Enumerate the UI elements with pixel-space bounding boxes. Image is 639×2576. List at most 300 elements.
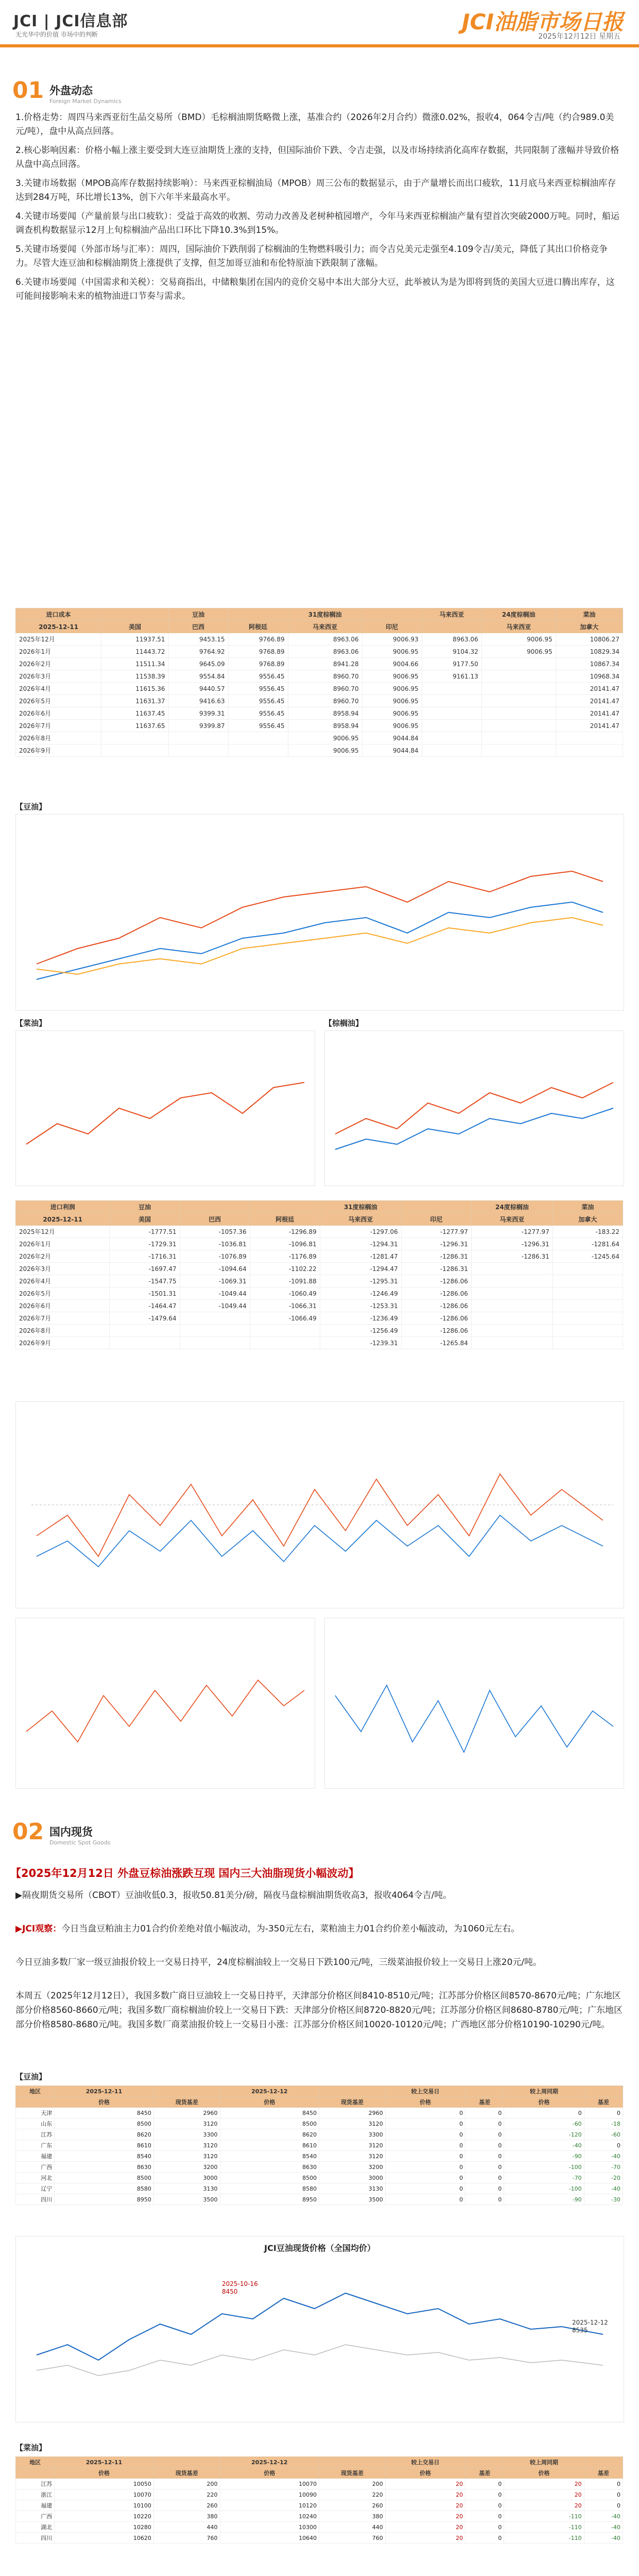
soy-cost-chart-svg [16, 815, 624, 1010]
table-subheader-cell: 加拿大 [556, 621, 623, 633]
table-cell: -100 [504, 2183, 584, 2194]
table-cell: 0 [465, 2489, 504, 2500]
news-item: 5.关键市场要闻（外部市场与汇率）：周四，国际油价下跌削弱了棕榈油的生物燃料吸引力；而令吉兑美元走强至4.109令吉/美元，降低了其出口价格竞争力。尽管大连豆油和棕榈油期货上涨提供了支撑，但芝加哥豆油和布伦特原油下跌限制了涨幅。 [15, 244, 608, 268]
table-subheader-cell: 价格 [504, 2468, 584, 2479]
table-cell: -1716.31 [110, 1250, 180, 1263]
table-cell: 8580 [220, 2183, 319, 2194]
table-cell: 福建 [16, 2151, 55, 2162]
table-cell: 9006.95 [362, 695, 422, 707]
palm-profit-line [335, 1685, 613, 1752]
table-cell: -1066.31 [250, 1300, 320, 1312]
table-subheader-cell: 阿根廷 [228, 621, 288, 633]
table-cell: 江苏 [16, 2479, 55, 2489]
table-header-cell [101, 608, 168, 621]
table-cell: 220 [319, 2489, 386, 2500]
table-cell: 10968.34 [556, 670, 623, 683]
table-cell: 20 [385, 2489, 465, 2500]
table-cell: 0 [385, 2108, 465, 2119]
table-cell: 四川 [16, 2533, 55, 2544]
table-cell: 江苏 [16, 2129, 55, 2140]
table-header-cell [465, 2086, 504, 2097]
palm-profit-chart-svg [325, 1618, 624, 1788]
table-cell [250, 1337, 320, 1349]
table-header-cell [319, 2457, 386, 2468]
brand-logo: JCI | JCI信息部 [13, 12, 128, 30]
jci-observe-para [15, 1922, 623, 1936]
table-cell [228, 732, 288, 744]
table-cell: 8610 [55, 2140, 154, 2151]
table-cell: -1286.06 [401, 1325, 471, 1337]
table-cell: 8610 [220, 2140, 319, 2151]
rapeseed-cost-line [26, 1082, 304, 1144]
table-cell: -60 [584, 2129, 623, 2140]
table-cell: 20141.47 [556, 683, 623, 695]
table-cell: 8540 [55, 2151, 154, 2162]
table-cell [471, 1325, 552, 1337]
table-cell: 8450 [55, 2108, 154, 2119]
table-cell: 9554.84 [168, 670, 228, 683]
table-row [16, 1263, 623, 1275]
table-cell: -40 [504, 2140, 584, 2151]
table-cell [471, 1337, 552, 1349]
table-subheader-cell: 美国 [110, 1213, 180, 1226]
table-cell: 11637.65 [101, 720, 168, 732]
table-cell: 8958.94 [288, 707, 362, 720]
table-cell: 10640 [220, 2533, 319, 2544]
table-header-cell [584, 2086, 623, 2097]
table-cell: 9006.95 [362, 646, 422, 658]
table-cell: 8958.94 [288, 720, 362, 732]
table-cell: -40 [584, 2522, 623, 2533]
table-header-cell: 2025-12-12 [220, 2086, 319, 2097]
table-cell: 0 [465, 2119, 504, 2129]
table-subheader-cell: 马来西亚 [481, 621, 556, 633]
table-cell: 11937.51 [101, 633, 168, 646]
table-subheader-cell: 巴西 [168, 621, 228, 633]
soy-price-chart [15, 2236, 624, 2422]
table-cell: 9006.95 [362, 683, 422, 695]
table-cell: 0 [385, 2183, 465, 2194]
news-item: 6.关键市场要闻（中国需求和关税）：交易商指出，中储粮集团在国内的竞价交易中本出大部分大豆，此举被认为是为即将到货的美国大豆进口腾出库存，这可能间接影响未来的植物油进口节奏与需求。 [15, 277, 615, 301]
table-cell: 2026年5月 [16, 1287, 110, 1300]
table-row [16, 658, 623, 670]
table-cell: 9768.89 [228, 646, 288, 658]
table-cell: 380 [319, 2511, 386, 2522]
table-cell: 9177.50 [422, 658, 481, 670]
table-row [16, 1325, 623, 1337]
table-cell: -1176.89 [250, 1250, 320, 1263]
header-divider [0, 44, 639, 47]
table-cell: 0 [385, 2173, 465, 2183]
table-cell: 8620 [55, 2129, 154, 2140]
table-header-cell: 豆油 [110, 1201, 180, 1213]
soy-price-line-ly [37, 2345, 603, 2376]
table-cell: 9104.32 [422, 646, 481, 658]
table-header-cell [153, 2457, 220, 2468]
table-cell: 2026年1月 [16, 646, 101, 658]
palm-cost-line-2 [335, 1108, 613, 1149]
table-cell: 0 [465, 2533, 504, 2544]
chart-label-palm: 【棕榈油】 [324, 1019, 364, 1028]
table-subheader-cell: 马来西亚 [288, 621, 362, 633]
table-subheader-cell: 基差 [584, 2468, 623, 2479]
table-row [16, 2479, 623, 2489]
table-cell: 8941.28 [288, 658, 362, 670]
table-cell [422, 683, 481, 695]
table-cell: 11631.37 [101, 695, 168, 707]
table-subheader-cell: 基差 [584, 2097, 623, 2108]
table-cell [471, 1275, 552, 1287]
table-row [16, 2129, 623, 2140]
table-subheader-cell: 现货基差 [319, 2097, 386, 2108]
table-row [16, 2194, 623, 2205]
table-cell: 3130 [319, 2183, 386, 2194]
jci-observe-label: ▶JCI观察： [15, 1924, 62, 1934]
table-cell: 浙江 [16, 2489, 55, 2500]
table-cell: 0 [385, 2119, 465, 2129]
table-cell: -1286.31 [401, 1263, 471, 1275]
table-cell: 8500 [220, 2119, 319, 2129]
table-cell: 8950 [220, 2194, 319, 2205]
table-header-cell: 较上交易日 [385, 2086, 465, 2097]
soy-price-chart-title: JCI豆油现货价格（全国均价） [264, 2243, 375, 2253]
table-cell: 福建 [16, 2500, 55, 2511]
table-cell: -1069.31 [180, 1275, 250, 1287]
table-cell: 9556.45 [228, 683, 288, 695]
table-cell: 9416.63 [168, 695, 228, 707]
table-cell [422, 695, 481, 707]
page-header [0, 0, 639, 44]
table-cell [481, 695, 556, 707]
table-cell: 8620 [220, 2129, 319, 2140]
table-cell: -60 [504, 2119, 584, 2129]
table-cell: 2026年4月 [16, 1275, 110, 1287]
table-cell [481, 670, 556, 683]
table-cell: 天津 [16, 2108, 55, 2119]
section2-title: 国内现货 [49, 1826, 93, 1838]
table-cell: -1296.31 [471, 1238, 552, 1250]
table-header-cell [584, 2457, 623, 2468]
table-cell: -1277.97 [471, 1226, 552, 1238]
table-row [16, 1337, 623, 1349]
table-cell: 3000 [153, 2173, 220, 2183]
table-cell: -1464.47 [110, 1300, 180, 1312]
table-cell: 2026年1月 [16, 1238, 110, 1250]
table-cell: 0 [385, 2140, 465, 2151]
soy-profit-chart [15, 1401, 624, 1608]
table-cell [552, 1325, 623, 1337]
table-cell: 3500 [153, 2194, 220, 2205]
table-cell: 10280 [55, 2522, 154, 2533]
table-cell: 11511.34 [101, 658, 168, 670]
table-cell: 2026年7月 [16, 720, 101, 732]
table-cell: -1091.88 [250, 1275, 320, 1287]
table-cell: -1102.22 [250, 1263, 320, 1275]
today-quote-para: 今日豆油多数厂家一级豆油报价较上一交易日持平，24度棕榈油较上一交易日下跌100元/吨，三级菜油报价较上一交易日上涨20元/吨。 [15, 1957, 542, 1968]
table-cell: -1049.44 [180, 1287, 250, 1300]
table-subheader-cell: 现货基差 [319, 2468, 386, 2479]
table-cell: -1239.31 [320, 1337, 401, 1349]
table-cell: -1096.81 [250, 1238, 320, 1250]
table-header-cell: 进口利润 [16, 1201, 110, 1213]
table-cell: 四川 [16, 2194, 55, 2205]
table-header-cell [319, 2086, 386, 2097]
table-cell: -110 [504, 2522, 584, 2533]
table-cell: 0 [584, 2489, 623, 2500]
table-cell: 9556.45 [228, 720, 288, 732]
table-cell: -1076.89 [180, 1250, 250, 1263]
palm-cost-chart-svg [325, 1031, 624, 1185]
table-cell: 0 [385, 2162, 465, 2173]
table-cell: 2025年12月 [16, 1226, 110, 1238]
table-cell [110, 1337, 180, 1349]
table-row [16, 1226, 623, 1238]
table-header-cell: 31度棕榈油 [288, 608, 362, 621]
table-cell: 20141.47 [556, 720, 623, 732]
soy-cost-chart [15, 814, 624, 1011]
rapeseed-spot-table [15, 2456, 623, 2544]
table-cell: 河北 [16, 2173, 55, 2183]
table-cell [481, 744, 556, 757]
table-header-cell: 豆油 [168, 608, 228, 621]
table-row [16, 744, 623, 757]
soy-cost-line-1 [37, 871, 603, 964]
table-cell: 440 [319, 2522, 386, 2533]
table-header-cell [362, 608, 422, 621]
table-cell: -120 [504, 2129, 584, 2140]
table-header-cell: 2025-12-11 [55, 2086, 154, 2097]
table-cell: -183.22 [552, 1226, 623, 1238]
table-cell: -90 [504, 2194, 584, 2205]
table-subheader-cell: 现货基差 [153, 2097, 220, 2108]
table-cell: -1294.47 [320, 1263, 401, 1275]
table-cell: 11443.72 [101, 646, 168, 658]
table-cell: 0 [465, 2522, 504, 2533]
table-row [16, 1312, 623, 1325]
table-cell: 3130 [153, 2183, 220, 2194]
news-item: 4.关键市场要闻（产量前景与出口疲软）：受益于高效的收割、劳动力改善及老树种植园增产，今年马来西亚棕榈油产量有望首次突破2000万吨。同时，船运调查机构数据显示12月上旬棕榈油产品出口环比下降10.3%到15%。 [15, 211, 619, 235]
table-cell: 9004.66 [362, 658, 422, 670]
table-subheader-cell [422, 621, 481, 633]
table-row [16, 2183, 623, 2194]
table-cell: 2026年7月 [16, 1312, 110, 1325]
table-cell [481, 707, 556, 720]
table-row [16, 1275, 623, 1287]
table-cell: 8450 [220, 2108, 319, 2119]
table-cell: 0 [584, 2479, 623, 2489]
table-cell: 10120 [220, 2500, 319, 2511]
table-row [16, 2140, 623, 2151]
table-subheader-cell [16, 2097, 55, 2108]
table-cell [481, 683, 556, 695]
table-cell: -40 [584, 2183, 623, 2194]
table-cell: 0 [465, 2194, 504, 2205]
table-row [16, 2162, 623, 2173]
table-cell: 8960.70 [288, 695, 362, 707]
table-cell: 9764.92 [168, 646, 228, 658]
table-cell [552, 1287, 623, 1300]
table-header-cell: 进口成本 [16, 608, 101, 621]
table-cell: 20141.47 [556, 695, 623, 707]
table-cell: 10070 [220, 2479, 319, 2489]
table-cell: 2026年9月 [16, 744, 101, 757]
table-cell: 0 [465, 2162, 504, 2173]
table-cell: 3120 [319, 2119, 386, 2129]
table-cell: 11615.36 [101, 683, 168, 695]
table-row [16, 633, 623, 646]
table-cell: 8500 [55, 2173, 154, 2183]
table-row [16, 2489, 623, 2500]
jci-observe-text: 今日当盘豆粕油主力01合约价差绝对值小幅波动，为-350元左右，菜粕油主力01合约价差小幅波动，为1060元左右。 [61, 1924, 520, 1934]
table-cell: -1501.31 [110, 1287, 180, 1300]
rapeseed-cost-chart-svg [16, 1031, 315, 1185]
soy-hl-value: 8450 [222, 2288, 238, 2295]
table-cell: -1296.31 [401, 1238, 471, 1250]
table-cell: 20 [385, 2500, 465, 2511]
table-cell [180, 1337, 250, 1349]
table-cell: 260 [153, 2500, 220, 2511]
table-cell: 2026年8月 [16, 1325, 110, 1337]
table-subheader-cell: 巴西 [180, 1213, 250, 1226]
soy-end-date: 2025-12-12 [572, 2319, 608, 2326]
table-subheader-cell: 现货基差 [153, 2468, 220, 2479]
table-cell [168, 744, 228, 757]
rapeseed-profit-chart [15, 1618, 315, 1789]
table-cell: 9645.09 [168, 658, 228, 670]
table-cell: -40 [584, 2511, 623, 2522]
table-cell: 2025年12月 [16, 633, 101, 646]
table-cell: 3120 [319, 2140, 386, 2151]
table-subheader-cell: 价格 [220, 2097, 319, 2108]
brand-slogan: 无光华中的价值 市场中的判断 [15, 31, 98, 38]
table-cell: 440 [153, 2522, 220, 2533]
table-subheader-cell: 2025-12-11 [16, 1213, 110, 1226]
table-cell: 8960.70 [288, 683, 362, 695]
table-cell: 3500 [319, 2194, 386, 2205]
section1-number: 01 [12, 77, 44, 104]
table-cell: -20 [584, 2173, 623, 2183]
table-cell: 3120 [153, 2119, 220, 2129]
table-header-cell [250, 1201, 320, 1213]
table-cell: -1265.84 [401, 1337, 471, 1349]
soy-price-line [37, 2293, 603, 2360]
table-cell [481, 720, 556, 732]
table-cell: -40 [584, 2533, 623, 2544]
soy-profit-line-2 [37, 1515, 603, 1567]
table-cell: 20 [385, 2511, 465, 2522]
table-cell: 20 [385, 2533, 465, 2544]
table-row [16, 1300, 623, 1312]
table-header-cell: 31度棕榈油 [320, 1201, 401, 1213]
table-cell: -1049.44 [180, 1300, 250, 1312]
table-row [16, 683, 623, 695]
table-cell [168, 732, 228, 744]
table-subheader-cell: 马来西亚 [320, 1213, 401, 1226]
table-cell: 辽宁 [16, 2183, 55, 2194]
table-cell: 3000 [319, 2173, 386, 2183]
table-cell: 0 [465, 2511, 504, 2522]
table-cell [471, 1312, 552, 1325]
rapeseed-table-label: 【菜油】 [15, 2443, 47, 2452]
table-cell: 9440.57 [168, 683, 228, 695]
table-cell: 10806.27 [556, 633, 623, 646]
table-row [16, 1250, 623, 1263]
table-cell [552, 1263, 623, 1275]
table-cell: 0 [465, 2500, 504, 2511]
table-cell: 8960.70 [288, 670, 362, 683]
table-cell [101, 744, 168, 757]
table-cell: 200 [153, 2479, 220, 2489]
table-cell: 20141.47 [556, 707, 623, 720]
table-header-cell: 地区 [16, 2457, 55, 2468]
table-cell: 9006.95 [362, 707, 422, 720]
table-cell [250, 1325, 320, 1337]
table-cell: -1277.97 [401, 1226, 471, 1238]
table-cell: 9006.95 [362, 670, 422, 683]
table-cell: -1286.06 [401, 1287, 471, 1300]
table-cell: 760 [153, 2533, 220, 2544]
table-header-cell: 较上周同期 [504, 2086, 584, 2097]
table-subheader-cell: 加拿大 [552, 1213, 623, 1226]
table-cell: 3200 [319, 2162, 386, 2173]
table-cell: 10829.34 [556, 646, 623, 658]
table-subheader-cell: 基差 [465, 2097, 504, 2108]
table-cell: 0 [465, 2183, 504, 2194]
table-cell: -70 [504, 2173, 584, 2183]
table-cell: 9044.84 [362, 732, 422, 744]
soy-price-chart-svg [16, 2236, 624, 2422]
table-cell: 10620 [55, 2533, 154, 2544]
table-cell: 20 [504, 2479, 584, 2489]
table-cell: 0 [465, 2479, 504, 2489]
table-cell: 广东 [16, 2140, 55, 2151]
table-cell: -1729.31 [110, 1238, 180, 1250]
table-cell: -1286.06 [401, 1275, 471, 1287]
table-cell [552, 1312, 623, 1325]
table-subheader-cell: 价格 [220, 2468, 319, 2479]
table-cell: 260 [319, 2500, 386, 2511]
foreign-news-list [15, 111, 623, 309]
table-header-cell: 菜油 [556, 608, 623, 621]
overnight-para: ▶隔夜期货交易所（CBOT）豆油收低0.3，报收50.81美分/磅，隔夜马盘棕榈油期货收高3，报收4064令吉/吨。 [15, 1890, 452, 1901]
soy-cost-line-3 [37, 918, 603, 974]
table-cell: 0 [504, 2108, 584, 2119]
table-cell: 11637.45 [101, 707, 168, 720]
rapeseed-profit-line [26, 1680, 304, 1742]
table-cell: 10100 [55, 2500, 154, 2511]
table-cell: 3300 [319, 2129, 386, 2140]
table-cell: 200 [319, 2479, 386, 2489]
table-cell: -90 [504, 2151, 584, 2162]
table-row [16, 2500, 623, 2511]
table-header-cell [401, 1201, 471, 1213]
table-cell: 10220 [55, 2511, 154, 2522]
domestic-headline: 【2025年12月12日 外盘豆棕油涨跌互现 国内三大油脂现货小幅波动】 [10, 1867, 359, 1879]
table-header-cell: 24度棕榈油 [481, 608, 556, 621]
table-subheader-cell: 印尼 [362, 621, 422, 633]
table-cell: 0 [465, 2140, 504, 2151]
soy-spot-table [15, 2086, 623, 2205]
table-cell [110, 1325, 180, 1337]
table-cell: 9556.45 [228, 695, 288, 707]
table-cell: 9556.45 [228, 670, 288, 683]
table-cell: 3120 [153, 2151, 220, 2162]
table-cell: 2026年6月 [16, 1300, 110, 1312]
table-cell: -1281.47 [320, 1250, 401, 1263]
table-cell: 8500 [55, 2119, 154, 2129]
table-subheader-cell: 印尼 [401, 1213, 471, 1226]
chart-label-rapeseed: 【菜油】 [15, 1019, 47, 1028]
